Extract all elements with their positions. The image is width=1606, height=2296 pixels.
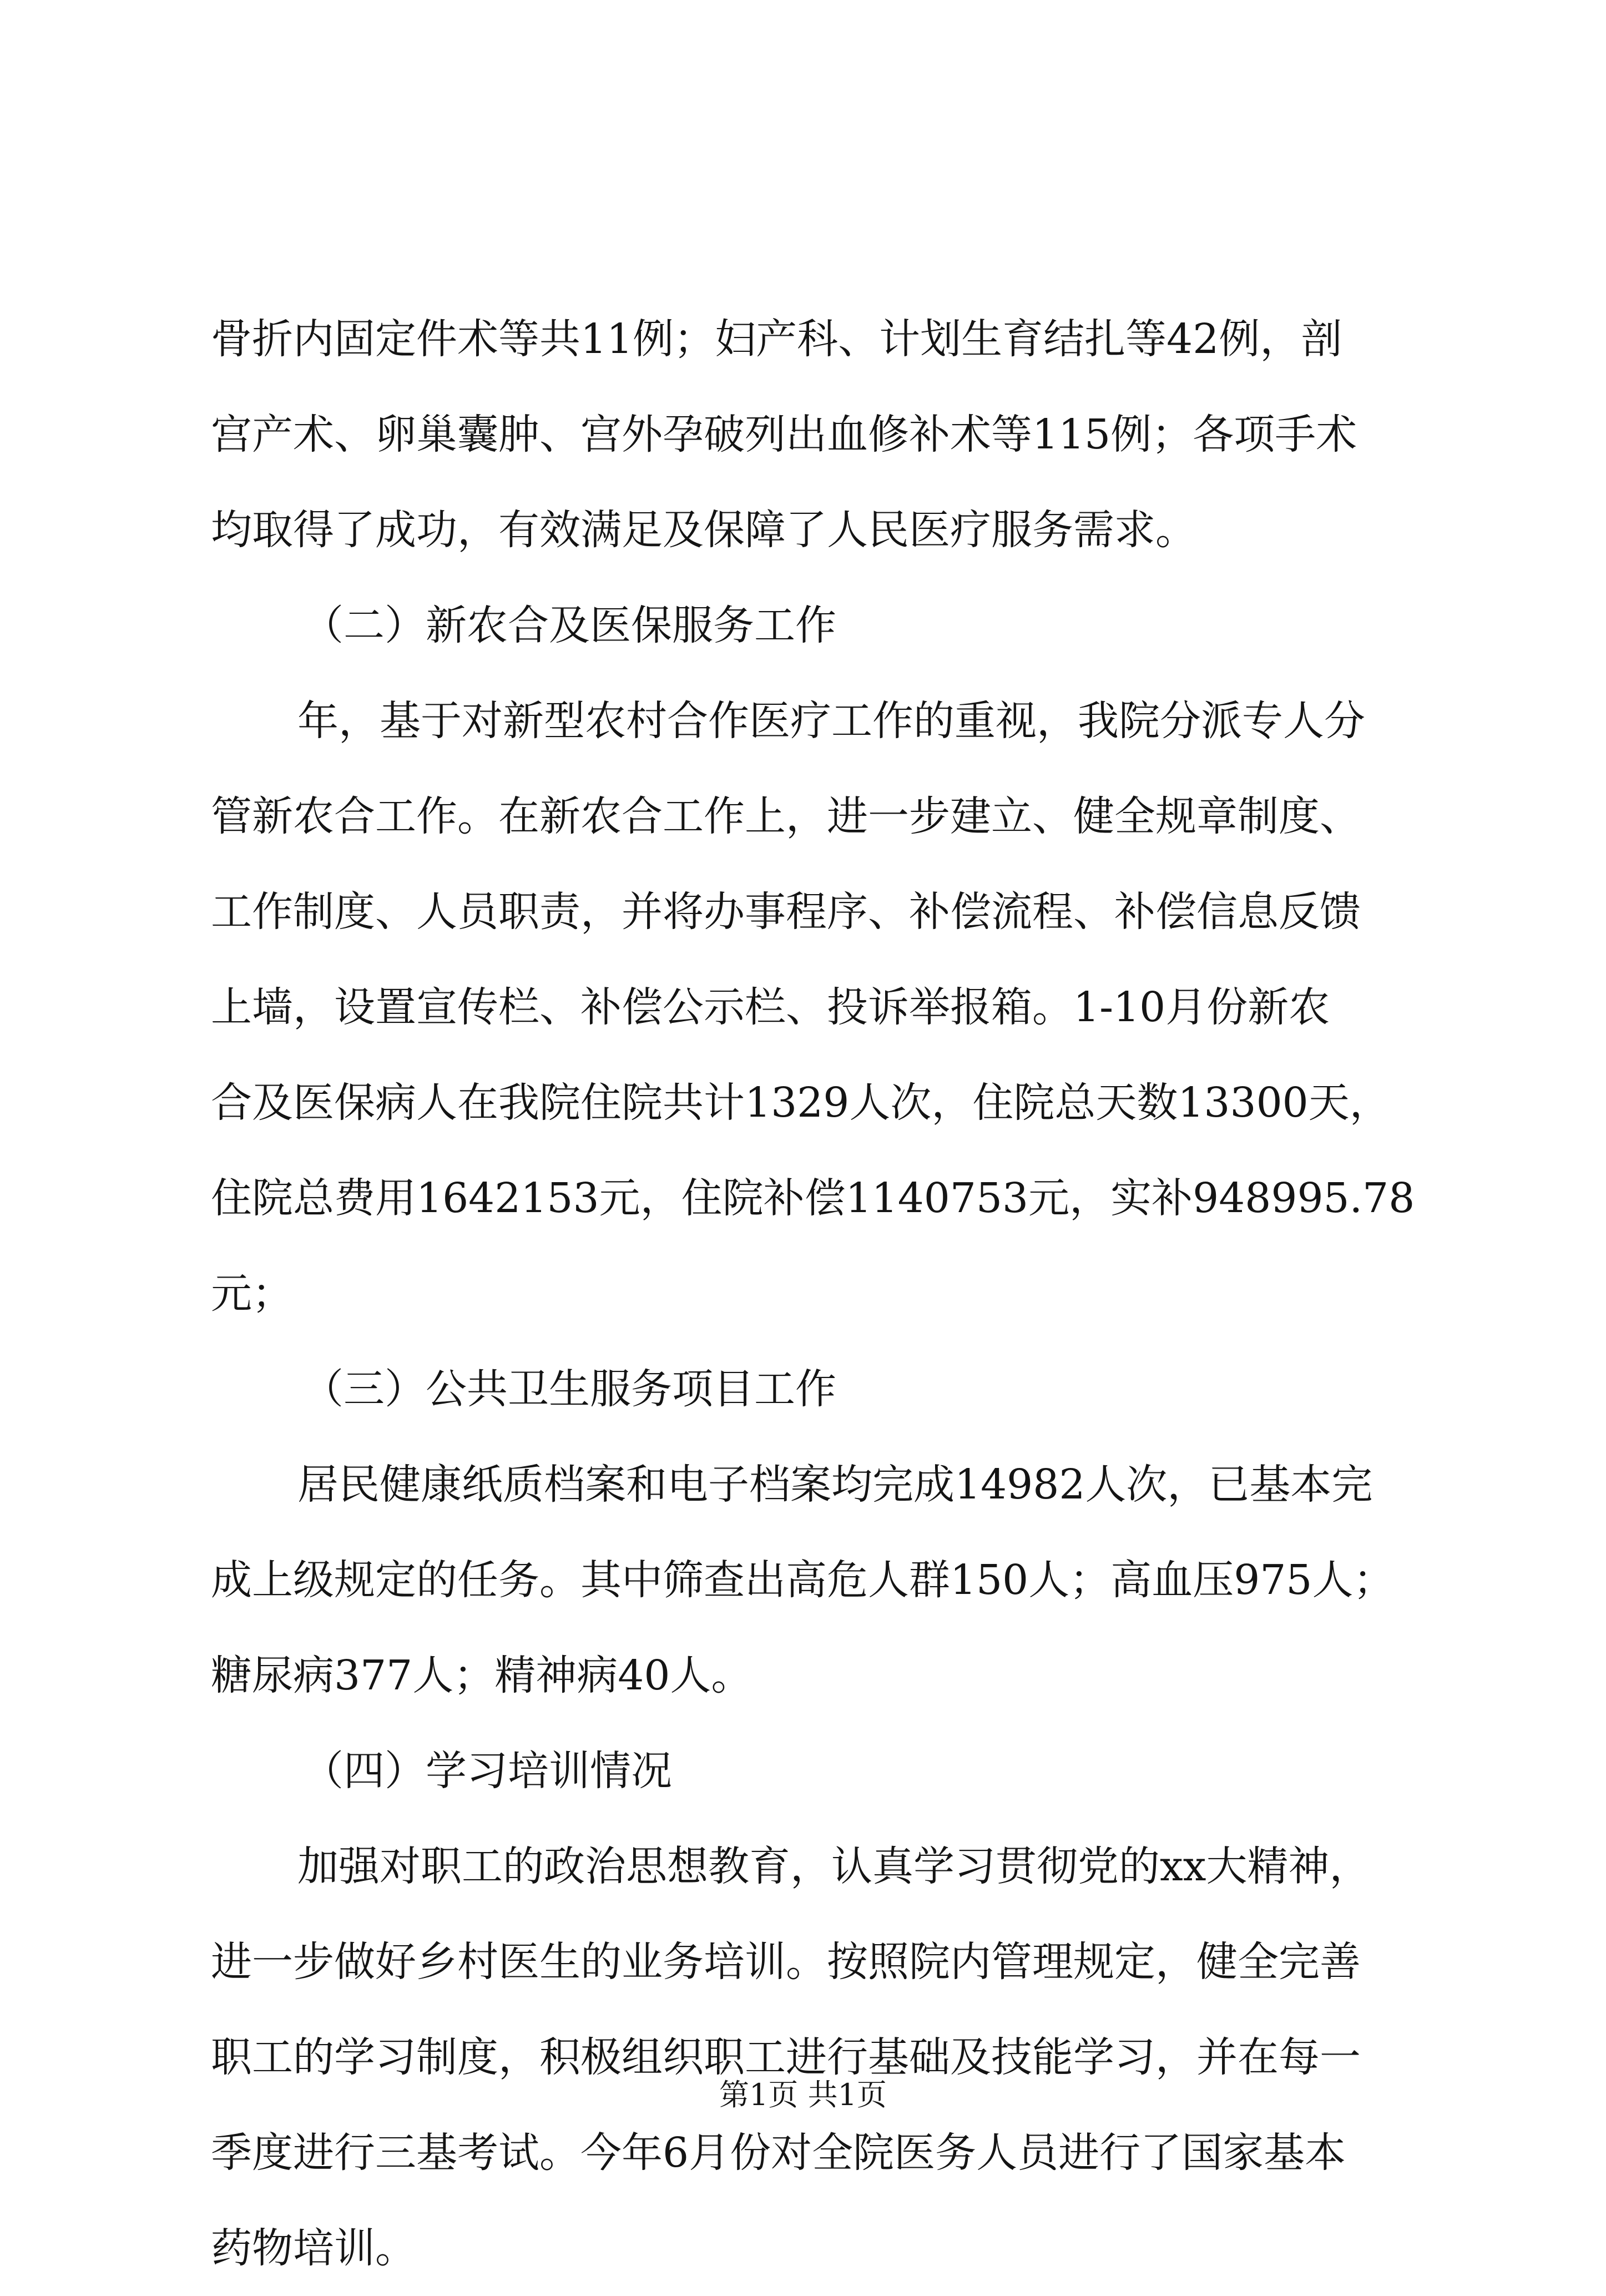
body-line: 宫产术、卵巢囊肿、宫外孕破列出血修补术等115例；各项手术	[211, 411, 1357, 458]
body-line: 职工的学习制度，积极组织职工进行基础及技能学习，并在每一	[211, 2033, 1361, 2081]
document-body	[211, 291, 1415, 2296]
body-line: 工作制度、人员职责，并将办事程序、补偿流程、补偿信息反馈	[211, 888, 1361, 936]
section-heading: （二）新农合及医保服务工作	[302, 602, 836, 649]
body-line: 管新农合工作。在新农合工作上，进一步建立、健全规章制度、	[211, 793, 1361, 840]
body-line: 均取得了成功，有效满足及保障了人民医疗服务需求。	[211, 506, 1196, 554]
body-line: 糖尿病377人；精神病40人。	[211, 1652, 753, 1699]
body-line: 进一步做好乡村医生的业务培训。按照院内管理规定，健全完善	[211, 1938, 1361, 1986]
body-line: 年，基于对新型农村合作医疗工作的重视，我院分派专人分	[297, 697, 1365, 745]
page-footer	[0, 2073, 1606, 2117]
page-number: 第1页 共1页	[719, 2077, 887, 2112]
body-line: 成上级规定的任务。其中筛查出高危人群150人；高血压975人；	[211, 1556, 1395, 1604]
body-line: 骨折内固定件术等共11例；妇产科、计划生育结扎等42例，剖	[211, 315, 1342, 363]
body-line: 居民健康纸质档案和电子档案均完成14982人次，已基本完	[297, 1461, 1373, 1508]
body-line: 合及医保病人在我院住院共计1329人次，住院总天数13300天，	[211, 1079, 1391, 1127]
body-line: 上墙，设置宣传栏、补偿公示栏、投诉举报箱。1-10月份新农	[211, 983, 1330, 1031]
body-line: 住院总费用1642153元，住院补偿1140753元，实补948995.78	[211, 1174, 1415, 1222]
body-line: 元；	[211, 1270, 293, 1318]
body-line: 加强对职工的政治思想教育，认真学习贯彻党的xx大精神，	[297, 1843, 1371, 1890]
body-line: 季度进行三基考试。今年6月份对全院医务人员进行了国家基本	[211, 2129, 1346, 2177]
section-heading: （三）公共卫生服务项目工作	[302, 1365, 836, 1413]
section-heading: （四）学习培训情况	[302, 1747, 672, 1795]
body-line: 药物培训。	[211, 2224, 416, 2272]
